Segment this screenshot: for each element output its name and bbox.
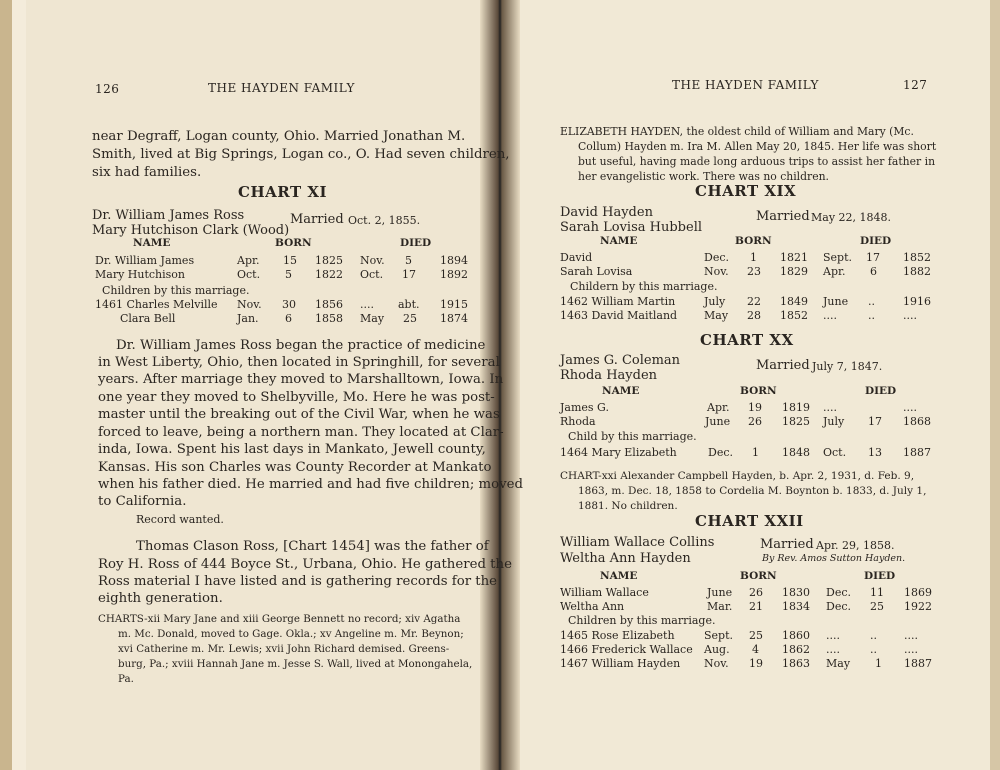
left-note-line-1: CHARTS-xii Mary Jane and xiii George Bennett no record; xiv Agatha: [98, 613, 461, 625]
chart-xxii-children-label: Children by this marriage.: [568, 614, 716, 627]
row-died-year: 1915: [440, 298, 468, 311]
chart-xx-title: CHART XX: [700, 331, 794, 349]
chart-xi-children-label: Children by this marriage.: [102, 284, 250, 297]
chart-xxii-married-label: Married: [760, 537, 814, 552]
row-died-month: ....: [823, 401, 837, 414]
chart-xxi-note-line-1: CHART-xxi Alexander Campbell Hayden, b. Apr. 2, 1931, d. Feb. 9,: [560, 470, 915, 482]
right-page-number: 127: [903, 78, 928, 92]
row-died-month: Sept.: [823, 251, 853, 264]
row-died-month: May: [826, 657, 851, 670]
row-died-year: 1869: [904, 586, 932, 599]
chart-xi-title: CHART XI: [238, 183, 327, 201]
chart-xi-husband: Dr. William James Ross: [92, 208, 245, 223]
row-died-day: 1: [875, 657, 882, 670]
ross-para-line-5: master until the breaking out of the Civil War, when he was: [98, 407, 500, 422]
row-name: Rhoda: [560, 415, 596, 428]
row-born-year: 1849: [780, 295, 808, 308]
ross-para-line-2: in West Liberty, Ohio, then located in Springhill, for several: [98, 355, 500, 370]
row-born-year: 1863: [782, 657, 810, 670]
row-name: 1462 William Martin: [560, 295, 676, 308]
row-born-day: 22: [747, 295, 761, 308]
row-born-year: 1825: [315, 254, 343, 267]
row-born-year: 1819: [782, 401, 810, 414]
row-name: William Wallace: [560, 586, 649, 599]
row-died-month: Dec.: [826, 600, 851, 613]
ross-para-line-10: to California.: [98, 494, 187, 509]
row-born-day: 21: [749, 600, 763, 613]
chart-xxii-husband: William Wallace Collins: [560, 535, 715, 550]
left-note-line-2: m. Mc. Donald, moved to Gage. Okla.; xv Angeline m. Mr. Beynon;: [118, 628, 464, 640]
row-died-month: Dec.: [826, 586, 851, 599]
chart-xix-children-label: Childern by this marriage.: [570, 280, 718, 293]
row-born-day: 4: [752, 643, 759, 656]
row-born-month: Mar.: [707, 600, 733, 613]
row-born-month: Jan.: [237, 312, 259, 325]
left-running-head: THE HAYDEN FAMILY: [208, 81, 355, 95]
ross-para-line-1: Dr. William James Ross began the practice of medicine: [116, 338, 486, 353]
row-born-month: May: [704, 309, 729, 322]
row-name: Mary Hutchison: [95, 268, 186, 281]
row-died-day: 17: [868, 415, 882, 428]
chart-xix-title: CHART XIX: [695, 182, 797, 200]
thomas-para-line-4: eighth generation.: [98, 591, 223, 606]
row-name: Weltha Ann: [560, 600, 625, 613]
row-died-month: Oct.: [823, 446, 847, 459]
row-born-year: 1822: [315, 268, 343, 281]
row-born-day: 26: [748, 415, 762, 428]
row-born-year: 1830: [782, 586, 810, 599]
row-name: 1463 David Maitland: [560, 309, 678, 322]
row-died-year: 1894: [440, 254, 468, 267]
row-born-month: Dec.: [704, 251, 729, 264]
row-born-day: 25: [749, 629, 763, 642]
chart-xxii-title: CHART XXII: [695, 512, 804, 530]
row-died-day: ..: [870, 629, 877, 642]
left-note-line-4: burg, Pa.; xviii Hannah Jane m. Jesse S. Wall, lived at Monongahela,: [118, 658, 473, 670]
row-born-month: Nov.: [237, 298, 262, 311]
row-born-month: Nov.: [704, 265, 729, 278]
row-name: Dr. William James: [95, 254, 195, 267]
row-born-day: 19: [749, 657, 763, 670]
row-name: 1465 Rose Elizabeth: [560, 629, 675, 642]
row-name: David: [560, 251, 593, 264]
row-born-day: 19: [748, 401, 762, 414]
chart-xi-wife: Mary Hutchison Clark (Wood): [92, 223, 290, 238]
row-born-year: 1862: [782, 643, 810, 656]
row-died-year: 1874: [440, 312, 468, 325]
row-born-year: 1848: [782, 446, 810, 459]
chart-xxi-note-line-3: 1881. No children.: [578, 500, 678, 512]
chart-xx-wife: Rhoda Hayden: [560, 368, 658, 383]
row-died-day: 5: [405, 254, 412, 267]
chart-xix-col-died: DIED: [860, 235, 892, 247]
chart-xxi-note-line-2: 1863, m. Dec. 18, 1858 to Cordelia M. Boynton b. 1833, d. July 1,: [578, 485, 927, 497]
row-died-month: Oct.: [360, 268, 384, 281]
elizabeth-line-1: ELIZABETH HAYDEN, the oldest child of William and Mary (Mc.: [560, 125, 914, 138]
chart-xxii-wife: Weltha Ann Hayden: [560, 551, 691, 566]
row-born-day: 28: [747, 309, 761, 322]
left-intro-line-1: near Degraff, Logan county, Ohio. Married Jonathan M.: [92, 129, 466, 144]
chart-xxii-officiant: By Rev. Amos Sutton Hayden.: [762, 553, 906, 564]
chart-xxii-col-born: BORN: [740, 570, 777, 582]
chart-xi-col-name: NAME: [133, 237, 171, 249]
record-wanted: Record wanted.: [136, 513, 224, 526]
row-name: 1467 William Hayden: [560, 657, 681, 670]
chart-xx-children-label: Child by this marriage.: [568, 430, 697, 443]
row-died-year: 1922: [904, 600, 932, 613]
chart-xix-col-born: BORN: [735, 235, 772, 247]
row-died-day: 6: [870, 265, 877, 278]
row-died-day: 25: [403, 312, 417, 325]
row-died-year: 1868: [903, 415, 931, 428]
chart-xi-married-label: Married: [290, 212, 344, 227]
row-born-day: 30: [282, 298, 296, 311]
chart-xix-married-date: May 22, 1848.: [811, 211, 892, 224]
row-born-month: Nov.: [704, 657, 729, 670]
row-name: Sarah Lovisa: [560, 265, 633, 278]
row-died-day: 25: [870, 600, 884, 613]
chart-xix-wife: Sarah Lovisa Hubbell: [560, 220, 703, 235]
ross-para-line-9: when his father died. He married and had five children; moved: [98, 477, 524, 492]
row-died-day: 17: [866, 251, 880, 264]
ross-para-line-7: inda, Iowa. Spent his last days in Mankato, Jewell county,: [98, 442, 486, 457]
row-died-day: 11: [870, 586, 884, 599]
row-born-day: 1: [752, 446, 759, 459]
row-died-year: ....: [904, 629, 918, 642]
row-died-day: ..: [870, 643, 877, 656]
elizabeth-line-2: Collum) Hayden m. Ira M. Allen May 20, 1845. Her life was short: [578, 140, 937, 153]
chart-xix-husband: David Hayden: [560, 205, 653, 220]
row-died-month: Apr.: [823, 265, 846, 278]
row-died-month: Nov.: [360, 254, 385, 267]
row-died-year: ....: [904, 643, 918, 656]
elizabeth-line-4: her evangelistic work. There was no children.: [578, 170, 829, 183]
row-died-day: 17: [402, 268, 416, 281]
row-died-year: ....: [903, 309, 917, 322]
chart-xx-husband: James G. Coleman: [560, 353, 681, 368]
left-page-edge-inner: [12, 0, 26, 770]
row-born-day: 26: [749, 586, 763, 599]
row-died-month: ....: [823, 309, 837, 322]
row-died-month: ....: [826, 643, 840, 656]
row-died-month: May: [360, 312, 385, 325]
row-died-day: 13: [868, 446, 882, 459]
row-born-year: 1825: [782, 415, 810, 428]
row-born-month: Apr.: [237, 254, 260, 267]
chart-xx-col-born: BORN: [740, 385, 777, 397]
ross-para-line-3: years. After marriage they moved to Marshalltown, Iowa. In: [98, 372, 504, 387]
row-died-day: ..: [868, 295, 875, 308]
row-died-year: 1887: [903, 446, 931, 459]
row-born-year: 1829: [780, 265, 808, 278]
row-died-year: 1882: [903, 265, 931, 278]
ross-para-line-8: Kansas. His son Charles was County Recorder at Mankato: [98, 460, 492, 475]
row-died-year: 1887: [904, 657, 932, 670]
row-born-year: 1852: [780, 309, 808, 322]
chart-xxii-col-died: DIED: [864, 570, 896, 582]
row-born-month: June: [707, 586, 733, 599]
thomas-para-line-1: Thomas Clason Ross, [Chart 1454] was the father of: [136, 539, 489, 554]
row-died-month: June: [823, 295, 849, 308]
row-born-day: 15: [283, 254, 297, 267]
chart-xx-married-date: July 7, 1847.: [812, 360, 883, 373]
chart-xi-married-date: Oct. 2, 1855.: [348, 214, 421, 227]
row-born-year: 1858: [315, 312, 343, 325]
chart-xxii-col-name: NAME: [600, 570, 638, 582]
chart-xx-col-died: DIED: [865, 385, 897, 397]
row-died-year: 1892: [440, 268, 468, 281]
row-born-day: 1: [750, 251, 757, 264]
chart-xix-married-label: Married: [756, 209, 810, 224]
row-died-month: ....: [360, 298, 374, 311]
row-born-month: Apr.: [707, 401, 730, 414]
row-born-month: July: [704, 295, 726, 308]
left-page-edge: [0, 0, 12, 770]
row-born-day: 5: [285, 268, 292, 281]
row-died-month: ....: [826, 629, 840, 642]
row-died-day: abt.: [398, 298, 420, 311]
right-page-edge: [990, 0, 1000, 770]
row-died-month: July: [823, 415, 845, 428]
row-name: Clara Bell: [120, 312, 176, 325]
left-note-line-5: Pa.: [118, 673, 134, 685]
row-died-year: 1852: [903, 251, 931, 264]
row-born-month: Sept.: [704, 629, 734, 642]
left-page-number: 126: [95, 82, 120, 96]
row-name: 1461 Charles Melville: [95, 298, 218, 311]
thomas-para-line-3: Ross material I have listed and is gathering records for the: [98, 574, 498, 589]
left-intro-line-2: Smith, lived at Big Springs, Logan co., O. Had seven children,: [92, 147, 510, 162]
row-name: 1466 Frederick Wallace: [560, 643, 693, 656]
row-born-year: 1856: [315, 298, 343, 311]
chart-xi-col-born: BORN: [275, 237, 312, 249]
chart-xi-col-died: DIED: [400, 237, 432, 249]
chart-xix-col-name: NAME: [600, 235, 638, 247]
left-note-line-3: xvi Catherine m. Mr. Lewis; xvii John Richard demised. Greens-: [118, 643, 450, 655]
row-died-year: ....: [903, 401, 917, 414]
row-born-month: June: [705, 415, 731, 428]
row-name: James G.: [560, 401, 609, 414]
row-born-day: 23: [747, 265, 761, 278]
row-born-month: Aug.: [704, 643, 730, 656]
row-born-day: 6: [285, 312, 292, 325]
right-running-head: THE HAYDEN FAMILY: [672, 78, 819, 92]
row-born-month: Dec.: [708, 446, 733, 459]
chart-xxii-married-date: Apr. 29, 1858.: [816, 539, 895, 552]
ross-para-line-6: forced to leave, being a northern man. They located at Clar-: [98, 425, 504, 440]
row-name: 1464 Mary Elizabeth: [560, 446, 677, 459]
row-born-year: 1834: [782, 600, 810, 613]
chart-xx-married-label: Married: [756, 358, 810, 373]
chart-xx-col-name: NAME: [602, 385, 640, 397]
thomas-para-line-2: Roy H. Ross of 444 Boyce St., Urbana, Ohio. He gathered the: [98, 557, 512, 572]
row-born-month: Oct.: [237, 268, 261, 281]
row-died-year: 1916: [903, 295, 931, 308]
row-died-day: ..: [868, 309, 875, 322]
ross-para-line-4: one year they moved to Shelbyville, Mo. Here he was post-: [98, 390, 495, 405]
row-born-year: 1821: [780, 251, 808, 264]
row-born-year: 1860: [782, 629, 810, 642]
elizabeth-line-3: but useful, having made long arduous trips to assist her father in: [578, 155, 936, 168]
left-intro-line-3: six had families.: [92, 165, 202, 180]
